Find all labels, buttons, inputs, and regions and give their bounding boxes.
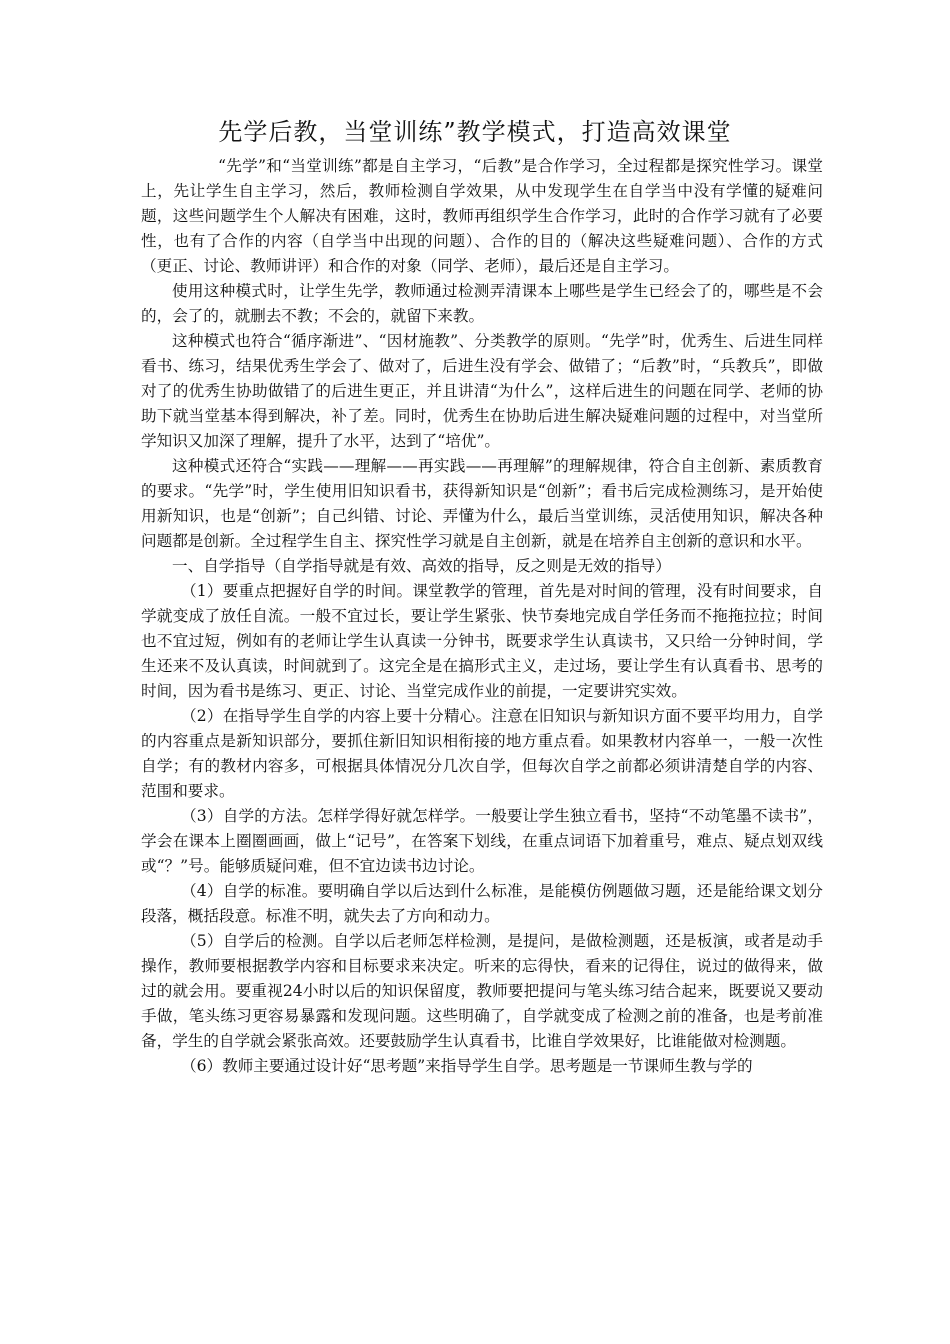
document-body [141,154,823,1079]
section-heading-self-study: 一、自学指导（自学指导就是有效、高效的指导，反之则是无效的指导） [172,557,672,575]
list-item-2: （2）在指导学生自学的内容上要十分精心。注意在旧知识与新知识方面不要平均用力，自学的内容重点是新知识部分，要抓住新旧知识相衔接的地方重点看。如果教材内容单一，一般一次性自学；有的教材内容多，可根据具体情况分几次自学，但每次自学之前都必须讲清楚自学的内容、范围和要求。 [141,707,823,800]
list-item-5: （5）自学后的检测。自学以后老师怎样检测，是提问，是做检测题，还是板演，或者是动手操作，教师要根据教学内容和目标要求来决定。听来的忘得快，看来的记得住，说过的做得来，做过的就会用。要重视24小时以后的知识保留度，教师要把提问与笔头练习结合起来，既要说又要动手做，笔头练习更容易暴露和发现问题。这些明确了，自学就变成了检测之前的准备，也是考前准备，学生的自学就会紧张高效。还要鼓励学生认真看书，比谁自学效果好，比谁能做对检测题。 [141,932,823,1050]
paragraph-intro: “先学”和“当堂训练”都是自主学习，“后教”是合作学习，全过程都是探究性学习。课堂上，先让学生自主学习，然后，教师检测自学效果，从中发现学生在自学当中没有学懂的疑难问题，这些问题学生个人解决有困难，这时，教师再组织学生合作学习，此时的合作学习就有了必要性，也有了合作的内容（自学当中出现的问题）、合作的目的（解决这些疑难问题）、合作的方式（更正、讨论、教师讲评）和合作的对象（同学、老师），最后还是自主学习。 [141,157,823,275]
document-title: 先学后教，当堂训练”教学模式，打造高效课堂 [218,118,732,146]
list-item-3: （3）自学的方法。怎样学得好就怎样学。一般要让学生独立看书，坚持“不动笔墨不读书”，学会在课本上圈圈画画，做上“记号”，在答案下划线，在重点词语下加着重号，难点、疑点划双线或“？”号。能够质疑问难，但不宜边读书边讨论。 [141,807,823,875]
list-item-6: （6）教师主要通过设计好“思考题”来指导学生自学。思考题是一节课师生教与学的 [181,1057,753,1075]
paragraph-usage: 使用这种模式时，让学生先学，教师通过检测弄清课本上哪些是学生已经会了的，哪些是不会的，会了的，就删去不教；不会的，就留下来教。 [141,282,823,325]
list-item-4: （4）自学的标准。要明确自学以后达到什么标准，是能模仿例题做习题，还是能给课文划分段落，概括段意。标准不明，就失去了方向和动力。 [141,882,823,925]
paragraph-principles: 这种模式也符合“循序渐进”、“因材施教”、分类教学的原则。“先学”时，优秀生、后进生同样看书、练习，结果优秀生学会了、做对了，后进生没有学会、做错了；“后教”时，“兵教兵”，即做对了的优秀生协助做错了的后进生更正，并且讲清“为什么”，这样后进生的问题在同学、老师的协助下就当堂基本得到解决，补了差。同时，优秀生在协助后进生解决疑难问题的过程中，对当堂所学知识又加深了理解，提升了水平，达到了“培优”。 [141,332,823,450]
list-item-1: （1）要重点把握好自学的时间。课堂教学的管理，首先是对时间的管理，没有时间要求，自学就变成了放任自流。一般不宜过长，要让学生紧张、快节奏地完成自学任务而不拖拖拉拉；时间也不宜过短，例如有的老师让学生认真读一分钟书，既要求学生认真读书，又只给一分钟时间，学生还来不及认真读，时间就到了。这完全是在搞形式主义，走过场，要让学生有认真看书、思考的时间，因为看书是练习、更正、讨论、当堂完成作业的前提，一定要讲究实效。 [141,582,823,700]
paragraph-innovation: 这种模式还符合“实践——理解——再实践——再理解”的理解规律，符合自主创新、素质教育的要求。“先学”时，学生使用旧知识看书，获得新知识是“创新”；看书后完成检测练习，是开始使用新知识，也是“创新”；自己纠错、讨论、弄懂为什么，最后当堂训练，灵活使用知识，解决各种问题都是创新。全过程学生自主、探究性学习就是自主创新，就是在培养自主创新的意识和水平。 [141,457,823,550]
